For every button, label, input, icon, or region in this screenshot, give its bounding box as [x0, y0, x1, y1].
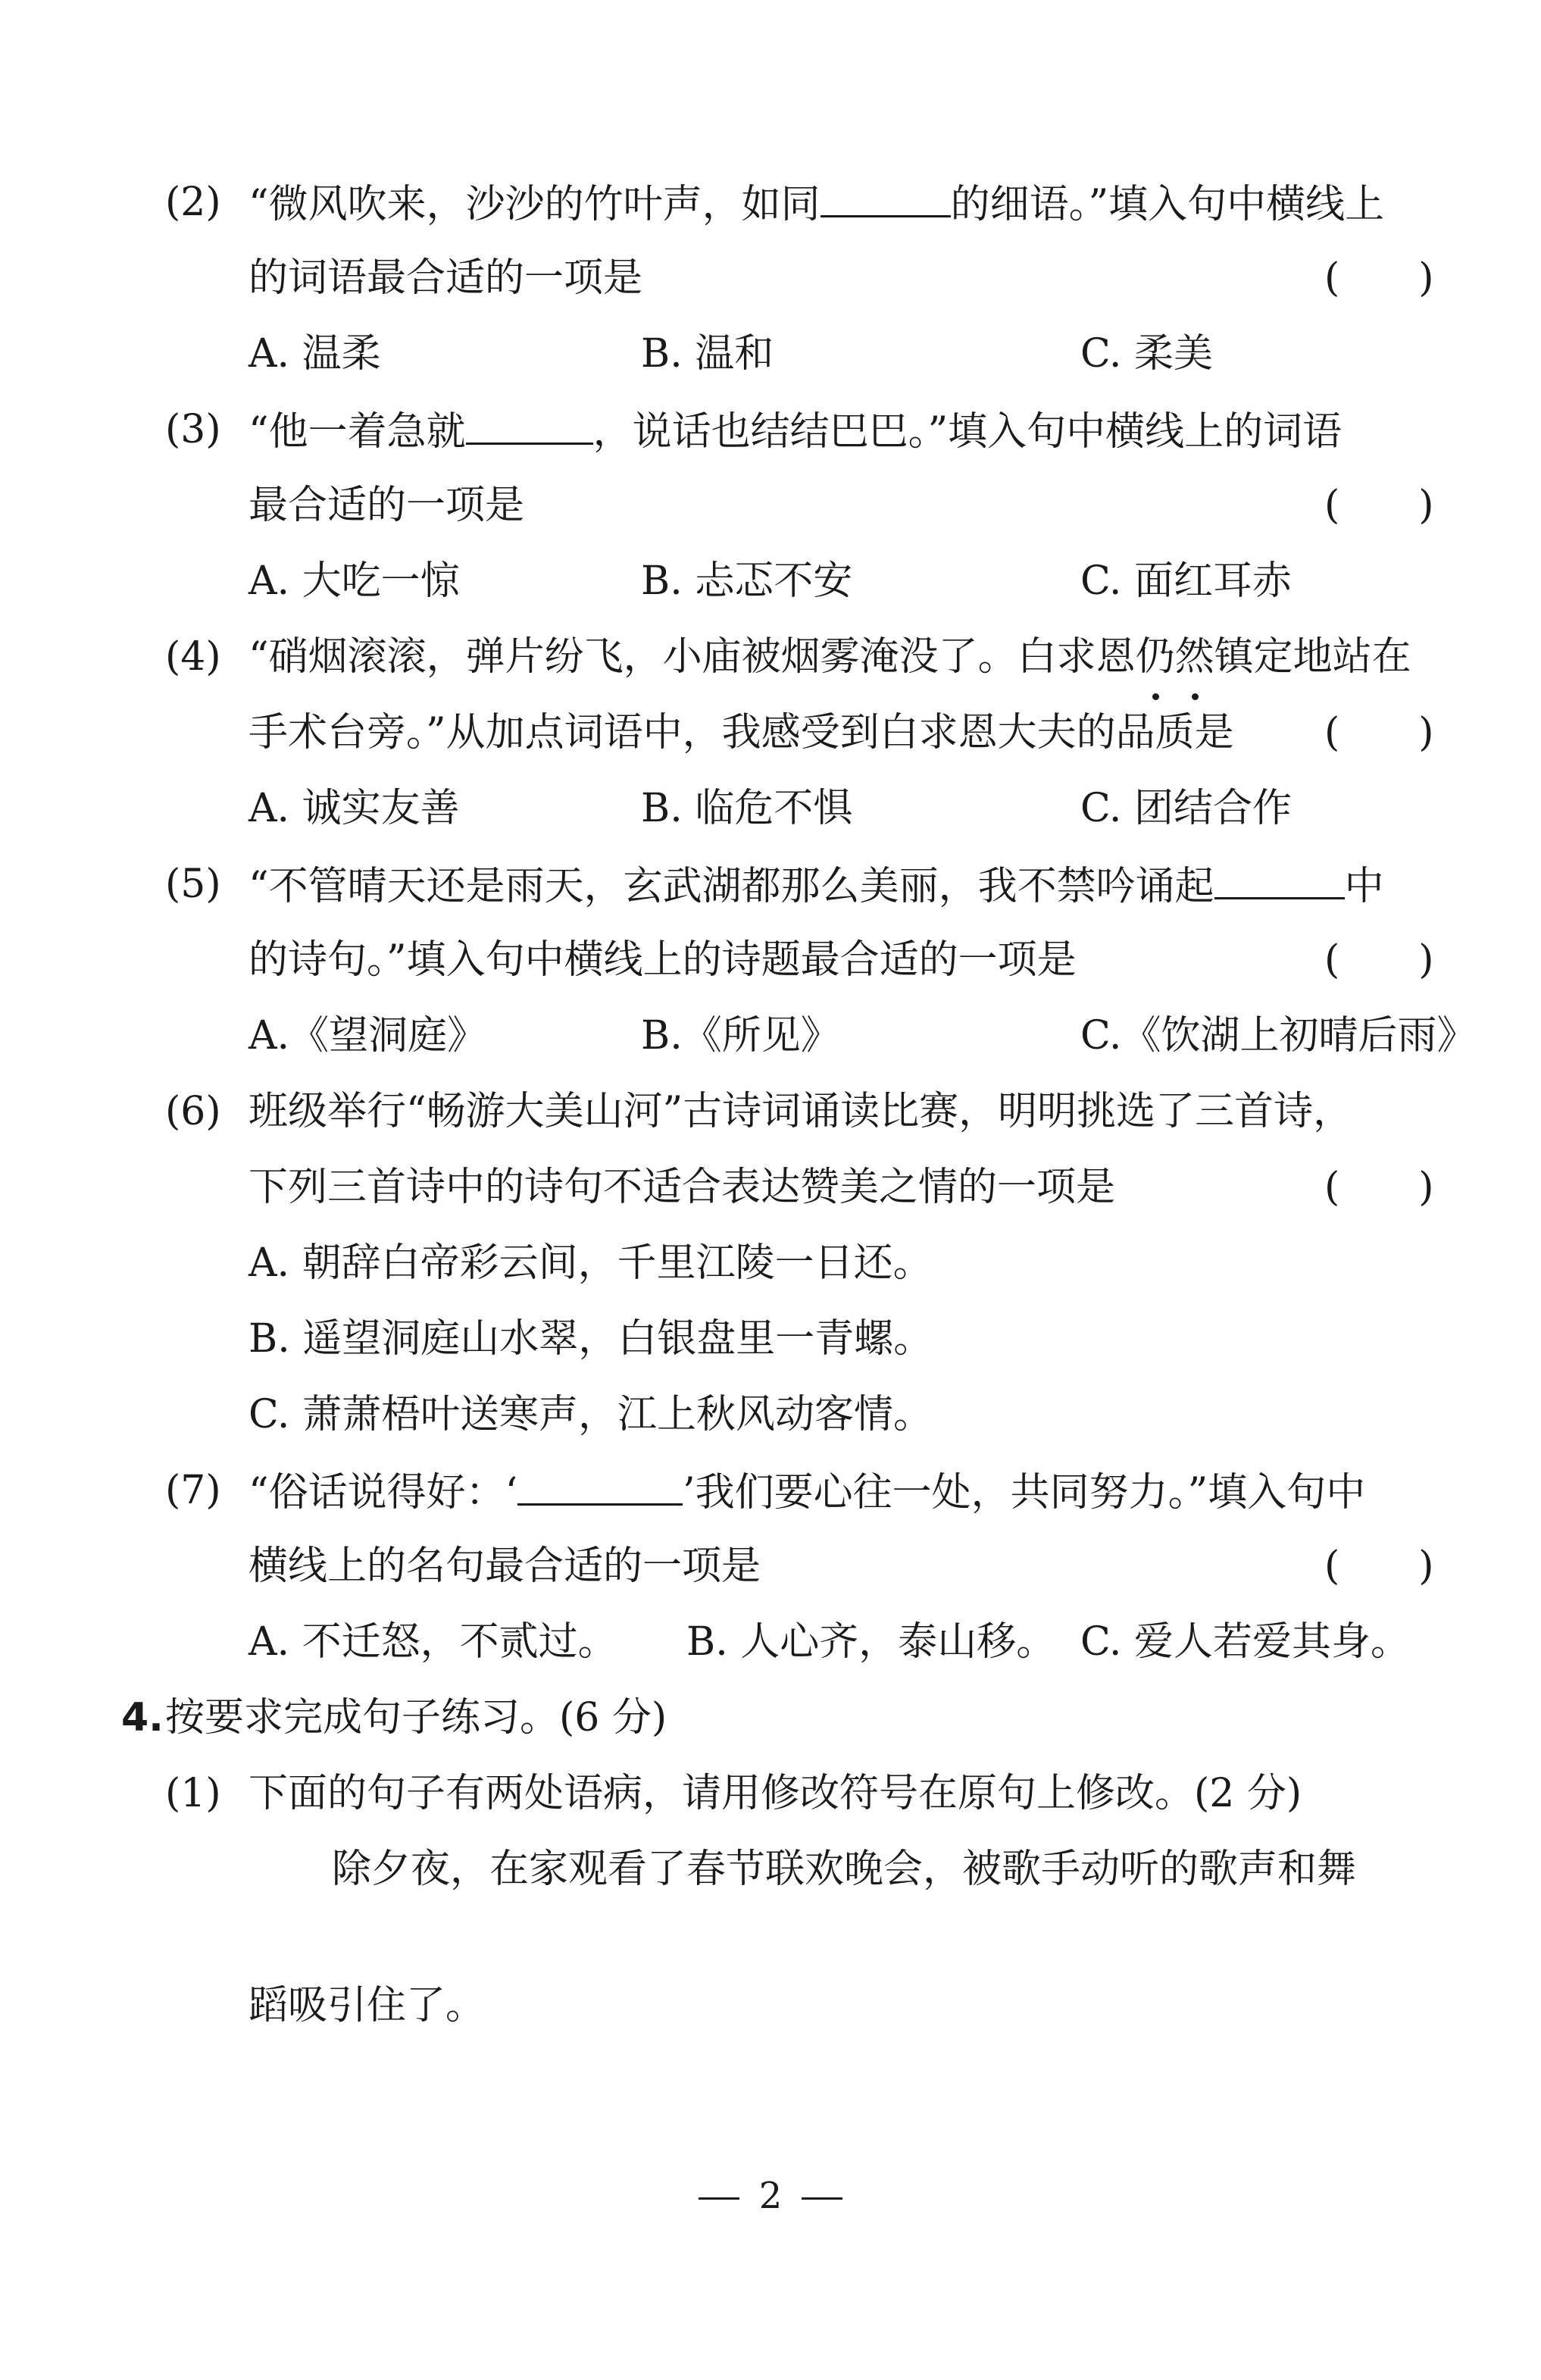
question-text-part: 镇定地站在	[1214, 634, 1411, 680]
answer-bracket[interactable]: ( )	[1324, 483, 1434, 528]
option-c[interactable]: C.《饮湖上初晴后雨》	[1080, 1013, 1477, 1059]
question-text	[248, 176, 1384, 231]
section-title: 按要求完成句子练习。(6 分)	[165, 1695, 667, 1740]
sentence-text[interactable]: 蹈吸引住了。	[248, 1983, 486, 2028]
option-c[interactable]: C. 面红耳赤	[1080, 558, 1292, 604]
question-number: (7)	[165, 1468, 221, 1513]
question-text-part: “微风吹来，沙沙的竹叶声，如同	[248, 182, 821, 227]
question-number: (1)	[165, 1771, 221, 1816]
question-text: 的词语最合适的一项是	[248, 255, 643, 301]
question-text: 手术台旁。”从加点词语中，我感受到白求恩大夫的品质是	[248, 710, 1234, 755]
footer-dash	[699, 2197, 739, 2200]
option-a[interactable]: A. 不迁怒，不贰过。	[248, 1619, 617, 1665]
footer-dash	[802, 2197, 842, 2200]
question-number: (3)	[165, 407, 221, 452]
answer-bracket[interactable]: ( )	[1324, 1165, 1434, 1210]
question-text-part: “硝烟滚滚，弹片纷飞，小庙被烟雾淹没了。白求恩	[248, 634, 1136, 680]
answer-bracket[interactable]: ( )	[1324, 255, 1434, 301]
option-a[interactable]: A. 诚实友善	[248, 786, 460, 831]
answer-bracket[interactable]: ( )	[1324, 937, 1434, 983]
question-text-part: “他一着急就	[248, 409, 466, 455]
option-b[interactable]: B. 临危不惧	[641, 786, 853, 831]
question-text	[248, 403, 1342, 458]
question-text: 下面的句子有两处语病，请用修改符号在原句上修改。(2 分)	[248, 1771, 1302, 1816]
option-c[interactable]: C. 爱人若爱其身。	[1080, 1619, 1410, 1665]
answer-bracket[interactable]: ( )	[1324, 710, 1434, 755]
question-text: 横线上的名句最合适的一项是	[248, 1543, 761, 1589]
sentence-text[interactable]: 除夕夜，在家观看了春节联欢晚会，被歌手动听的歌声和舞	[332, 1847, 1357, 1892]
option-c[interactable]: C. 团结合作	[1080, 786, 1292, 831]
question-text: 最合适的一项是	[248, 483, 525, 528]
fill-blank[interactable]	[1214, 858, 1345, 899]
question-number: (6)	[165, 1089, 221, 1134]
question-text	[248, 858, 1384, 913]
question-text: 下列三首诗中的诗句不适合表达赞美之情的一项是	[248, 1165, 1116, 1210]
option-b[interactable]: B. 温和	[641, 331, 774, 377]
answer-bracket[interactable]: ( )	[1324, 1543, 1434, 1589]
emphasis-dot-char: 仍	[1136, 630, 1175, 683]
question-text-part: 的细语。”填入句中横线上	[950, 182, 1385, 227]
option-a[interactable]: A. 温柔	[248, 331, 381, 377]
question-text: 的诗句。”填入句中横线上的诗题最合适的一项是	[248, 937, 1077, 983]
option-a[interactable]: A. 大吃一惊	[248, 558, 460, 604]
page-number: 2	[758, 2175, 783, 2217]
question-text-part: “不管晴天还是雨天，玄武湖都那么美丽，我不禁吟诵起	[248, 864, 1214, 909]
question-text-part: 中	[1344, 864, 1384, 909]
option-b[interactable]: B. 遥望洞庭山水翠，白银盘里一青螺。	[248, 1316, 933, 1362]
question-number: (4)	[165, 634, 221, 680]
option-b[interactable]: B.《所见》	[641, 1013, 840, 1059]
question-text-part: “俗话说得好：‘	[248, 1470, 518, 1515]
page-footer	[0, 2173, 1541, 2219]
question-number: (2)	[165, 180, 221, 225]
question-text: 班级举行“畅游大美山河”古诗词诵读比赛，明明挑选了三首诗，	[248, 1089, 1353, 1134]
option-c[interactable]: C. 柔美	[1080, 331, 1213, 377]
question-text-part: ’我们要心往一处，共同努力。”填入句中	[683, 1470, 1366, 1515]
option-b[interactable]: B. 人心齐，泰山移。	[686, 1619, 1056, 1665]
section-number: 4.	[121, 1695, 164, 1740]
question-text	[248, 1464, 1365, 1519]
option-a[interactable]: A.《望洞庭》	[248, 1013, 487, 1059]
question-text	[248, 630, 1411, 683]
fill-blank[interactable]	[466, 403, 593, 445]
option-a[interactable]: A. 朝辞白帝彩云间，千里江陵一日还。	[248, 1240, 933, 1286]
option-b[interactable]: B. 忐忑不安	[641, 558, 853, 604]
fill-blank[interactable]	[517, 1464, 683, 1506]
option-c[interactable]: C. 萧萧梧叶送寒声，江上秋风动客情。	[248, 1392, 933, 1437]
emphasis-dot-char: 然	[1175, 630, 1214, 683]
question-text-part: ，说话也结结巴巴。”填入句中横线上的词语	[592, 409, 1343, 455]
fill-blank[interactable]	[821, 176, 951, 217]
question-number: (5)	[165, 862, 221, 907]
